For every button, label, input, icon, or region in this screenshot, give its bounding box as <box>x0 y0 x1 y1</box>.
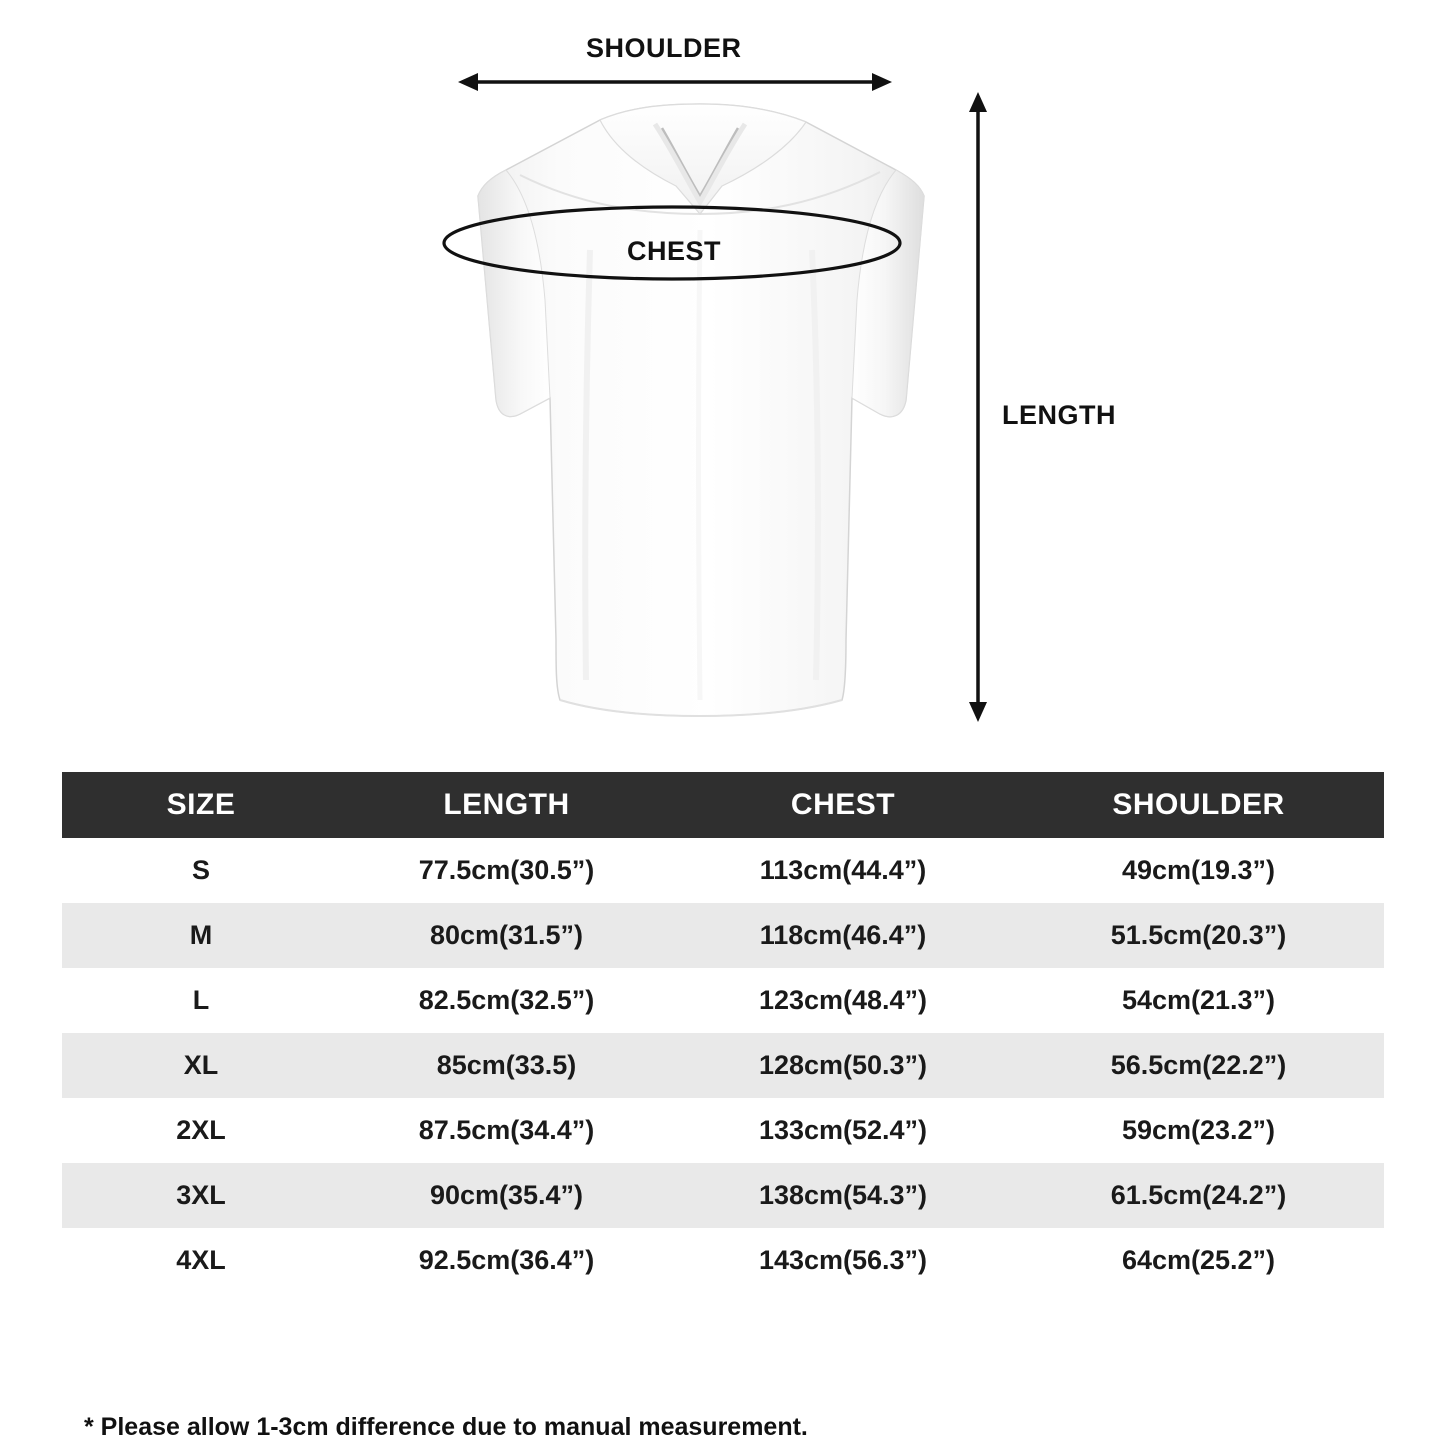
length-measure-arrow <box>969 92 987 722</box>
cell-size: L <box>62 968 340 1033</box>
chest-label: CHEST <box>627 236 722 266</box>
column-header-size: SIZE <box>62 772 340 838</box>
table-header-row <box>62 772 1384 838</box>
cell-size: S <box>62 838 340 903</box>
table-row <box>62 903 1384 968</box>
column-header-shoulder: SHOULDER <box>1013 772 1384 838</box>
shirt-shape <box>478 104 924 716</box>
table-row <box>62 1098 1384 1163</box>
cell-shoulder: 59cm(23.2”) <box>1013 1098 1384 1163</box>
cell-size: 3XL <box>62 1163 340 1228</box>
cell-shoulder: 64cm(25.2”) <box>1013 1228 1384 1293</box>
table-row <box>62 1163 1384 1228</box>
cell-shoulder: 49cm(19.3”) <box>1013 838 1384 903</box>
size-table <box>62 772 1384 1293</box>
table-body <box>62 838 1384 1293</box>
table-row <box>62 1228 1384 1293</box>
cell-chest: 128cm(50.3”) <box>673 1033 1013 1098</box>
cell-shoulder: 61.5cm(24.2”) <box>1013 1163 1384 1228</box>
size-table-wrapper <box>62 772 1384 1293</box>
cell-shoulder: 54cm(21.3”) <box>1013 968 1384 1033</box>
cell-length: 85cm(33.5) <box>340 1033 673 1098</box>
cell-size: M <box>62 903 340 968</box>
table-row <box>62 838 1384 903</box>
cell-shoulder: 56.5cm(22.2”) <box>1013 1033 1384 1098</box>
cell-shoulder: 51.5cm(20.3”) <box>1013 903 1384 968</box>
cell-size: 4XL <box>62 1228 340 1293</box>
column-header-chest: CHEST <box>673 772 1013 838</box>
table-row <box>62 1033 1384 1098</box>
column-header-length: LENGTH <box>340 772 673 838</box>
cell-length: 82.5cm(32.5”) <box>340 968 673 1033</box>
cell-chest: 123cm(48.4”) <box>673 968 1013 1033</box>
shoulder-label: SHOULDER <box>586 33 742 63</box>
length-label: LENGTH <box>1002 400 1116 430</box>
cell-chest: 118cm(46.4”) <box>673 903 1013 968</box>
cell-chest: 113cm(44.4”) <box>673 838 1013 903</box>
cell-length: 87.5cm(34.4”) <box>340 1098 673 1163</box>
cell-size: 2XL <box>62 1098 340 1163</box>
table-row <box>62 968 1384 1033</box>
cell-length: 80cm(31.5”) <box>340 903 673 968</box>
cell-chest: 143cm(56.3”) <box>673 1228 1013 1293</box>
cell-length: 92.5cm(36.4”) <box>340 1228 673 1293</box>
table-header <box>62 772 1384 838</box>
cell-length: 90cm(35.4”) <box>340 1163 673 1228</box>
measurement-footnote: * Please allow 1-3cm difference due to manual measurement. <box>84 1413 808 1441</box>
shoulder-measure-arrow <box>458 73 892 91</box>
cell-length: 77.5cm(30.5”) <box>340 838 673 903</box>
cell-chest: 138cm(54.3”) <box>673 1163 1013 1228</box>
cell-chest: 133cm(52.4”) <box>673 1098 1013 1163</box>
cell-size: XL <box>62 1033 340 1098</box>
